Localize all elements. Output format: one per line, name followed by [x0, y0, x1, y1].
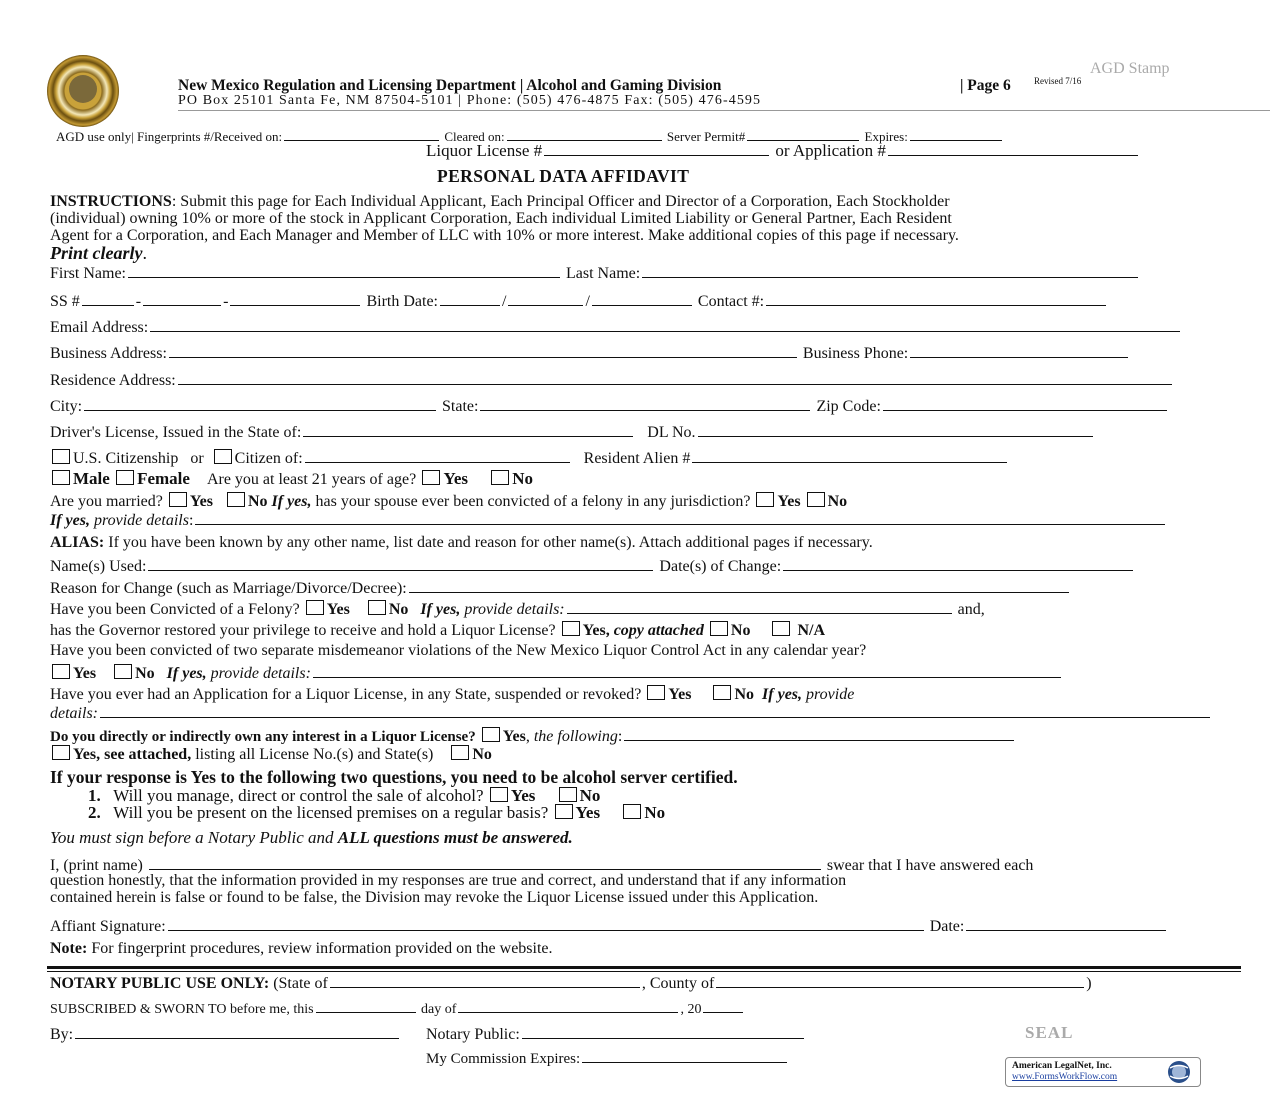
q2-yes-label: Yes [575, 803, 601, 822]
us-citizenship-label: U.S. Citizenship [73, 450, 179, 467]
zip-label: Zip Code: [816, 398, 881, 415]
suspended-yes-checkbox[interactable] [647, 685, 665, 700]
zip-field[interactable] [883, 396, 1167, 411]
or-label: or [190, 450, 204, 467]
residence-row [50, 370, 1174, 390]
notary-note-text: You must sign before a Notary Public and [50, 828, 334, 847]
married-row [50, 492, 847, 511]
and-label: and, [957, 601, 985, 618]
felony-row [50, 599, 985, 619]
governor-na-label: N/A [797, 622, 826, 639]
notary-state-field[interactable] [330, 973, 640, 988]
ss-field-1[interactable] [82, 291, 134, 306]
legalnet-company: American LegalNet, Inc. [1012, 1061, 1112, 1071]
q1-number: 1. [88, 786, 101, 805]
subscribed-year-field[interactable] [703, 998, 743, 1013]
contact-label: Contact #: [697, 293, 765, 310]
note-text: For fingerprint procedures, review information provided on the website. [91, 940, 553, 957]
own-interest-question: Do you directly or indirectly own any interest in a Liquor License? [50, 729, 476, 745]
state-label: State: [442, 398, 479, 415]
seal-label: SEAL [1025, 1023, 1074, 1042]
married-question: Are you married? [50, 493, 163, 510]
misdemeanor-question: Have you been convicted of two separate misdemeanor violations of the New Mexico Liquor Control Act in any calendar year? [50, 642, 867, 659]
male-checkbox[interactable] [52, 470, 70, 485]
note-row [50, 940, 553, 958]
q2-yes-checkbox[interactable] [555, 804, 573, 819]
residence-address-field[interactable] [178, 370, 1172, 385]
suspended-yes-label: Yes [668, 686, 692, 703]
legalnet-badge[interactable] [1005, 1057, 1201, 1087]
misdemeanor-answer-row [50, 663, 1063, 683]
liquor-license-label: Liquor License # [426, 141, 543, 160]
first-name-field[interactable] [128, 263, 560, 278]
spouse-no-checkbox[interactable] [807, 492, 825, 507]
header-title: New Mexico Regulation and Licensing Department | Alcohol and Gaming Division [178, 77, 722, 94]
form-title: PERSONAL DATA AFFIDAVIT [437, 166, 690, 186]
birth-day-field[interactable] [508, 291, 583, 306]
listing-label: listing all License No.(s) and State(s) [195, 746, 434, 763]
affiant-signature-label: Affiant Signature: [50, 918, 166, 935]
q1-no-checkbox[interactable] [559, 787, 577, 802]
print-name-field[interactable] [149, 855, 821, 870]
misdemeanor-yes-checkbox[interactable] [52, 664, 70, 679]
birth-month-field[interactable] [440, 291, 500, 306]
spouse-felony-question: has your spouse ever been convicted of a felony in any jurisdiction? [315, 493, 751, 510]
last-name-field[interactable] [642, 263, 1138, 278]
reason-label: Reason for Change (such as Marriage/Divorce/Decree): [50, 580, 407, 597]
reason-row [50, 578, 1071, 598]
spouse-details-row: If yes, provide details: [50, 510, 1167, 530]
names-used-row [50, 556, 1135, 576]
city-label: City: [50, 398, 83, 415]
by-row [50, 1024, 401, 1044]
q2-number: 2. [88, 803, 101, 822]
birth-date-label: Birth Date: [366, 293, 438, 310]
married-yes-checkbox[interactable] [169, 492, 187, 507]
instructions-text-1: : Submit this page for Each Individual Applicant, Each Principal Officer and Director of a Corporation, Each Stockholder [171, 193, 950, 210]
the-following-label: the following [533, 728, 618, 745]
residence-address-label: Residence Address: [50, 372, 176, 389]
agd-expires-label: Expires: [864, 129, 908, 144]
city-row [50, 396, 1169, 416]
felony-details-label: provide details: [464, 601, 565, 618]
print-clearly-text: Print clearly [50, 243, 143, 263]
misdemeanor-no-label: No [135, 665, 155, 682]
spouse-yes-label: Yes [777, 493, 801, 510]
married-no-label: No [247, 493, 268, 510]
agd-cleared-label: Cleared on: [444, 129, 505, 144]
drivers-license-row [50, 422, 1095, 442]
year-label: , 20 [680, 1002, 702, 1017]
revised-date: Revised 7/16 [1034, 76, 1082, 86]
notary-close-paren: ) [1086, 975, 1092, 992]
commission-field[interactable] [582, 1048, 787, 1063]
felony-yes-label: Yes [326, 601, 350, 618]
state-seal-logo [47, 55, 119, 127]
subscribed-month-field[interactable] [458, 998, 678, 1013]
felony-if-yes: If yes, [420, 601, 461, 618]
suspended-if-yes: If yes, [762, 686, 803, 703]
agd-fingerprints-label: AGD use only| Fingerprints #/Received on: [56, 129, 283, 144]
suspended-row [50, 685, 854, 704]
felony-no-checkbox[interactable] [368, 600, 386, 615]
email-field[interactable] [150, 317, 1180, 332]
female-checkbox[interactable] [116, 470, 134, 485]
server-cert-heading: If your response is Yes to the following two questions, you need to be alcohol server certified. [50, 767, 738, 787]
instructions-line-2: (individual) owning 10% or more of the stock in Applicant Corporation, Each individual Limited Liability or General Partner, Each Resident [50, 210, 952, 227]
if-yes-label: If yes, [271, 493, 312, 510]
notary-county-field[interactable] [716, 973, 1084, 988]
felony-details-field[interactable] [567, 599, 952, 614]
own-interest-no-label: No [472, 746, 492, 763]
names-used-field[interactable] [148, 556, 653, 571]
business-phone-label: Business Phone: [802, 345, 909, 362]
header-address: PO Box 25101 Santa Fe, NM 87504-5101 | Phone: (505) 476-4875 Fax: (505) 476-4595 [178, 93, 762, 108]
ss-row: SS # - - Birth Date: / / Contact #: [50, 291, 1108, 311]
email-row [50, 317, 1182, 337]
day-of-label: day of [421, 1002, 457, 1017]
notary-public-field[interactable] [522, 1024, 804, 1039]
subscribed-label: SUBSCRIBED & SWORN TO before me, this [50, 1002, 314, 1017]
subscribed-row [50, 998, 745, 1018]
suspended-details-row [50, 703, 1212, 723]
swear-text: swear that I have answered each [826, 857, 1034, 874]
city-field[interactable] [84, 396, 436, 411]
dates-of-change-label: Date(s) of Change: [659, 558, 782, 575]
age-no-label: No [512, 469, 534, 488]
suspended-details-label: details: [50, 705, 98, 722]
governor-yes-checkbox[interactable] [562, 621, 580, 636]
misdemeanor-details-field[interactable] [313, 663, 1061, 678]
liquor-license-field[interactable] [544, 141, 769, 156]
business-address-field[interactable] [169, 343, 797, 358]
business-phone-field[interactable] [910, 343, 1128, 358]
see-attached-label: Yes, see attached, [73, 746, 192, 763]
alias-text: If you have been known by any other name, list date and reason for other name(s). Attach additional pages if necessary. [108, 534, 873, 551]
q1-yes-label: Yes [510, 786, 536, 805]
notary-public-label: Notary Public: [426, 1026, 520, 1043]
felony-no-label: No [388, 601, 409, 618]
felony-question: Have you been Convicted of a Felony? [50, 601, 300, 618]
by-label: By: [50, 1026, 74, 1043]
citizen-of-checkbox[interactable] [214, 449, 232, 464]
application-label: or Application # [775, 141, 886, 160]
ss-field-2[interactable] [143, 291, 221, 306]
swear-line-2: question honestly, that the information provided in my responses are true and correct, and understand that if any information [50, 872, 847, 889]
affiant-row [50, 916, 1168, 936]
misdemeanor-row [50, 642, 866, 660]
suspended-no-checkbox[interactable] [713, 685, 731, 700]
q1-yes-checkbox[interactable] [490, 787, 508, 802]
own-interest-answer-row [50, 745, 492, 764]
name-row [50, 263, 1140, 283]
citizenship-row [50, 448, 1009, 468]
misdemeanor-yes-label: Yes [73, 665, 97, 682]
gender-age-row [50, 469, 533, 489]
dl-no-field[interactable] [698, 422, 1093, 437]
business-row [50, 343, 1130, 363]
q2-no-label: No [644, 803, 666, 822]
notary-state-row [50, 973, 1092, 993]
citizen-of-label: Citizen of: [234, 450, 303, 467]
print-clearly: Print clearly. [50, 243, 147, 263]
license-row [426, 141, 1140, 161]
age-yes-checkbox[interactable] [422, 470, 440, 485]
governor-yes-label: Yes, [582, 622, 610, 639]
commission-row [426, 1048, 789, 1068]
alias-row [50, 534, 873, 552]
page-number: | Page 6 [960, 77, 1011, 94]
own-interest-yes-label: Yes [502, 728, 526, 745]
spouse-details-field[interactable] [195, 510, 1165, 525]
ss-label: SS # [50, 293, 80, 310]
instructions-line-1 [50, 193, 950, 211]
citizen-of-field[interactable] [305, 448, 570, 463]
governor-no-checkbox[interactable] [710, 621, 728, 636]
subscribed-day-field[interactable] [316, 998, 416, 1013]
names-used-label: Name(s) Used: [50, 558, 147, 575]
notary-note-emphasis: ALL questions must be answered. [337, 828, 573, 847]
spouse-details-if-yes: If yes, [50, 512, 90, 529]
business-address-label: Business Address: [50, 345, 167, 362]
reason-field[interactable] [409, 578, 1069, 593]
suspended-question: Have you ever had an Application for a Liquor License, in any State, suspended or revoked? [50, 686, 642, 703]
last-name-label: Last Name: [566, 265, 641, 282]
drivers-license-label: Driver's License, Issued in the State of: [50, 424, 302, 441]
instructions-line-3: Agent for a Corporation, and Each Manager and Member of LLC with 10% or more interest. Make additional copies of this page if necessary. [50, 227, 959, 244]
drivers-license-state-field[interactable] [303, 422, 633, 437]
resident-alien-field[interactable] [692, 448, 1007, 463]
state-field[interactable] [480, 396, 810, 411]
age-question: Are you at least 21 years of age? [206, 471, 417, 488]
own-interest-field[interactable] [624, 726, 1014, 741]
suspended-details-field[interactable] [100, 703, 1210, 718]
q2-no-checkbox[interactable] [623, 804, 641, 819]
first-name-label: First Name: [50, 265, 126, 282]
spouse-no-label: No [827, 493, 848, 510]
instructions-label: INSTRUCTIONS [50, 193, 172, 210]
notary-note [50, 828, 573, 848]
suspended-no-label: No [734, 686, 755, 703]
agd-server-permit-label: Server Permit# [666, 129, 746, 144]
header-divider [178, 110, 1270, 111]
notary-state-label: (State of [273, 975, 328, 992]
legalnet-url[interactable]: www.FormsWorkFlow.com [1012, 1072, 1118, 1082]
misdemeanor-if-yes: If yes, [166, 665, 207, 682]
own-interest-row: Do you directly or indirectly own any interest in a Liquor License? Yes, the following: [50, 726, 1016, 746]
governor-question: has the Governor restored your privilege to receive and hold a Liquor License? [50, 622, 556, 639]
q1-no-label: No [579, 786, 601, 805]
spouse-yes-checkbox[interactable] [756, 492, 774, 507]
age-no-checkbox[interactable] [491, 470, 509, 485]
married-yes-label: Yes [189, 493, 213, 510]
email-label: Email Address: [50, 319, 149, 336]
us-citizenship-checkbox[interactable] [52, 449, 70, 464]
suspended-provide-label: provide [806, 686, 855, 703]
governor-row [50, 621, 825, 640]
affiant-date-field[interactable] [966, 916, 1166, 931]
affiant-date-label: Date: [929, 918, 965, 935]
governor-na-checkbox[interactable] [772, 621, 790, 636]
by-field[interactable] [75, 1024, 399, 1039]
married-no-checkbox[interactable] [227, 492, 245, 507]
q1-question: Will you manage, direct or control the sale of alcohol? [113, 786, 484, 805]
felony-yes-checkbox[interactable] [306, 600, 324, 615]
alias-label: ALIAS: [50, 534, 105, 551]
affiant-signature-field[interactable] [168, 916, 924, 931]
print-name-label: I, (print name) [50, 857, 143, 874]
notary-divider-thin [47, 971, 1241, 972]
notary-divider-thick [47, 966, 1241, 969]
application-field[interactable] [888, 141, 1138, 156]
misdemeanor-details-label: provide details: [210, 665, 311, 682]
contact-field[interactable] [766, 291, 1106, 306]
notary-county-label: , County of [641, 975, 715, 992]
resident-alien-label: Resident Alien # [583, 450, 691, 467]
own-interest-yes-checkbox[interactable] [482, 727, 500, 742]
birth-year-field[interactable] [592, 291, 692, 306]
notary-public-row [426, 1024, 806, 1044]
agd-stamp: AGD Stamp [1090, 60, 1170, 77]
server-q2-row [88, 803, 665, 823]
dates-of-change-field[interactable] [783, 556, 1133, 571]
notary-label: NOTARY PUBLIC USE ONLY: [50, 975, 270, 992]
q2-question: Will you be present on the licensed premises on a regular basis? [113, 803, 549, 822]
own-interest-no-checkbox[interactable] [451, 745, 469, 760]
swear-line-3: contained herein is false or found to be false, the Division may revoke the Liquor License issued under this Application. [50, 889, 819, 906]
see-attached-checkbox[interactable] [52, 745, 70, 760]
commission-label: My Commission Expires: [426, 1051, 581, 1067]
governor-no-label: No [730, 622, 751, 639]
misdemeanor-no-checkbox[interactable] [114, 664, 132, 679]
note-label: Note: [50, 940, 88, 957]
male-label: Male [73, 469, 110, 488]
copy-attached-label: copy attached [613, 622, 704, 639]
spouse-details-label: provide details [93, 512, 189, 529]
dl-no-label: DL No. [647, 424, 696, 441]
female-label: Female [137, 469, 190, 488]
age-yes-label: Yes [443, 469, 468, 488]
globe-icon [1166, 1059, 1192, 1085]
ss-field-3[interactable] [230, 291, 360, 306]
